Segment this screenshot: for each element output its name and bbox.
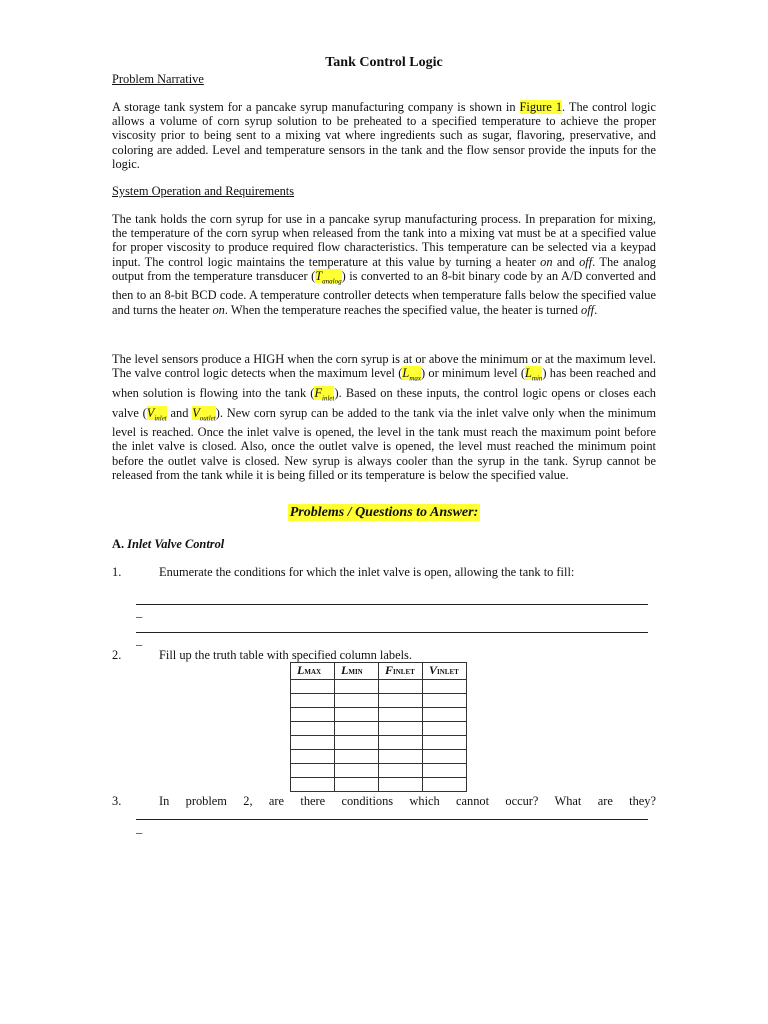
problems-heading-wrap xyxy=(112,505,656,520)
off-word: off xyxy=(579,254,593,269)
problems-heading: Problems / Questions to Answer: xyxy=(289,505,479,520)
truth-table-cell[interactable] xyxy=(423,694,467,708)
l-min-symbol xyxy=(524,366,543,383)
truth-table-cell[interactable] xyxy=(379,722,423,736)
truth-table-row xyxy=(291,778,467,792)
truth-table-cell[interactable] xyxy=(423,680,467,694)
truth-table-row xyxy=(291,680,467,694)
header-l-min-letter: L xyxy=(341,663,349,677)
answer-line[interactable] xyxy=(136,604,648,605)
truth-table-cell[interactable] xyxy=(379,736,423,750)
v-inlet-symbol xyxy=(146,405,167,423)
header-v-inlet xyxy=(423,663,467,680)
truth-table-cell[interactable] xyxy=(291,736,335,750)
truth-table-cell[interactable] xyxy=(379,778,423,792)
truth-table-cell[interactable] xyxy=(379,680,423,694)
header-v-inlet-letter: V xyxy=(429,663,438,677)
narrative-paragraph xyxy=(112,100,656,171)
question-1-number: 1. xyxy=(112,565,122,579)
truth-table-row xyxy=(291,764,467,778)
truth-table-cell[interactable] xyxy=(291,750,335,764)
truth-table-row xyxy=(291,722,467,736)
para2-text-c: ) is converted to an 8-bit binary code by an A/D converted and then to an 8-bit BCD code. A temperature controller detects when temperature falls below the specified value and turns the heater xyxy=(112,268,656,317)
truth-table-cell[interactable] xyxy=(335,736,379,750)
truth-table-cell[interactable] xyxy=(379,764,423,778)
v-outlet-subscript: outlet xyxy=(199,414,216,423)
off-word-2: off xyxy=(581,302,595,317)
problem-narrative-heading: Problem Narrative xyxy=(112,72,204,86)
document-title: Tank Control Logic xyxy=(325,55,443,70)
f-inlet-symbol xyxy=(314,385,335,403)
para3-text-c: ) has been reached and when solution is flowing into the tank ( xyxy=(112,366,656,400)
l-max-subscript: max xyxy=(409,374,421,383)
question-1-text: Enumerate the conditions for which the inlet valve is open, allowing the tank to fill: xyxy=(159,565,575,579)
para2-text-b: . The analog output from the temperature transducer ( xyxy=(112,254,656,283)
truth-table-cell[interactable] xyxy=(335,778,379,792)
f-inlet-letter: F xyxy=(314,385,323,400)
para2-text-a: The tank holds the corn syrup for use in a pancake syrup manufacturing process. In preparation for mixing, the temperature of the corn syrup when released from the tank into a mixing vat must be at a specified value for proper viscosity to produce required flow characteristics. This temperature can be selected via a keypad input. The control logic maintains the temperature at this value by turning a heater xyxy=(112,212,656,269)
truth-table-row xyxy=(291,708,467,722)
para3-text-d: ). Based on these inputs, the control logic opens or closes each valve ( xyxy=(112,385,656,420)
header-f-inlet xyxy=(379,663,423,680)
header-f-inlet-sub: INLET xyxy=(393,668,415,676)
narrative-text-a: A storage tank system for a pancake syrup manufacturing company is shown in xyxy=(112,100,520,114)
on-word-2: on xyxy=(212,302,225,317)
truth-table-cell[interactable] xyxy=(335,694,379,708)
answer-line[interactable] xyxy=(136,632,648,633)
para3-text-a: The level sensors produce a HIGH when the corn syrup is at or above the minimum or at the maximum level. The valve control logic detects when the maximum level ( xyxy=(112,352,656,381)
v-inlet-subscript: inlet xyxy=(154,414,167,423)
truth-table-cell[interactable] xyxy=(335,680,379,694)
header-f-inlet-letter: F xyxy=(385,663,394,677)
truth-table-cell[interactable] xyxy=(379,750,423,764)
truth-table-cell[interactable] xyxy=(423,750,467,764)
l-min-letter: L xyxy=(524,366,532,381)
level-sensor-paragraph xyxy=(112,352,656,482)
header-l-max xyxy=(291,663,335,680)
system-operation-paragraph xyxy=(112,212,656,317)
header-v-inlet-sub: INLET xyxy=(437,668,459,676)
v-outlet-letter: V xyxy=(192,405,200,420)
truth-table-cell[interactable] xyxy=(423,708,467,722)
truth-table xyxy=(290,662,467,792)
system-operation-heading: System Operation and Requirements xyxy=(112,184,295,198)
l-max-letter: L xyxy=(402,366,410,381)
truth-table-cell[interactable] xyxy=(335,708,379,722)
answer-line-dash: _ xyxy=(136,821,143,835)
question-2-text: Fill up the truth table with specified column labels. xyxy=(159,648,412,662)
l-min-subscript: min xyxy=(531,374,543,383)
truth-table-cell[interactable] xyxy=(291,694,335,708)
para2-and: and xyxy=(552,254,580,269)
narrative-text-b: . The control logic allows a volume of corn syrup solution to be preheated to a specified temperature to achieve the proper viscosity prior to being sent to a mixing vat where ingredients such as sugar, flavoring, preservative, and coloring are added. Level and temperature sensors in the tank and the flow sensor provide the inputs for the logic. xyxy=(112,100,656,171)
figure-1-reference: Figure 1 xyxy=(519,100,563,114)
para3-text-e: ). New corn syrup can be added to the tank via the inlet valve only when the minimum level is reached. Once the inlet valve is opened, the level in the tank must reach the maximum point before the inlet valve is closed. Also, once the outlet valve is opened, the level must reached the minimum point before the outlet valve is closed. New syrup is always cooler than the syrup in the tank. Syrup cannot be released from the tank while it is being filled or its temperature is below the specified value. xyxy=(112,405,656,482)
truth-table-cell[interactable] xyxy=(423,722,467,736)
l-max-symbol xyxy=(402,366,421,383)
answer-line-dash: _ xyxy=(136,633,143,647)
header-l-max-sub: MAX xyxy=(304,668,322,676)
t-analog-letter: T xyxy=(315,268,323,283)
truth-table-cell[interactable] xyxy=(335,764,379,778)
truth-table-cell[interactable] xyxy=(291,680,335,694)
para3-text-b: ) or minimum level ( xyxy=(420,366,525,381)
para2-end: . xyxy=(594,302,598,317)
header-l-min xyxy=(335,663,379,680)
t-analog-symbol xyxy=(315,268,342,286)
para3-and: and xyxy=(166,405,193,420)
truth-table-cell[interactable] xyxy=(335,722,379,736)
truth-table-cell[interactable] xyxy=(335,750,379,764)
question-3-number: 3. xyxy=(112,794,122,808)
truth-table-row xyxy=(291,694,467,708)
question-3-text: In problem 2, are there conditions which cannot occur? What are they? xyxy=(159,794,656,808)
f-inlet-subscript: inlet xyxy=(322,394,335,403)
answer-line[interactable] xyxy=(136,819,648,820)
truth-table-cell[interactable] xyxy=(423,736,467,750)
truth-table-cell[interactable] xyxy=(379,694,423,708)
para2-text-d: . When the temperature reaches the specified value, the heater is turned xyxy=(224,302,582,317)
truth-table-cell[interactable] xyxy=(291,778,335,792)
question-2-number: 2. xyxy=(112,648,122,662)
header-l-min-sub: MIN xyxy=(348,668,363,676)
section-a-heading xyxy=(112,537,224,551)
header-l-max-letter: L xyxy=(297,663,305,677)
truth-table-cell[interactable] xyxy=(379,708,423,722)
v-inlet-letter: V xyxy=(146,405,155,420)
truth-table-row xyxy=(291,736,467,750)
section-a-letter: A. xyxy=(112,537,128,551)
truth-table-cell[interactable] xyxy=(291,722,335,736)
truth-table-header-row xyxy=(291,663,467,680)
truth-table-body xyxy=(291,680,467,792)
section-a-title: Inlet Valve Control xyxy=(127,537,225,551)
truth-table-cell[interactable] xyxy=(291,708,335,722)
t-analog-subscript: analog xyxy=(322,277,342,286)
on-word: on xyxy=(540,254,553,269)
v-outlet-symbol xyxy=(192,405,216,423)
truth-table-cell[interactable] xyxy=(291,764,335,778)
answer-line-dash: _ xyxy=(136,605,143,619)
truth-table-row xyxy=(291,750,467,764)
truth-table-cell[interactable] xyxy=(423,764,467,778)
truth-table-cell[interactable] xyxy=(423,778,467,792)
